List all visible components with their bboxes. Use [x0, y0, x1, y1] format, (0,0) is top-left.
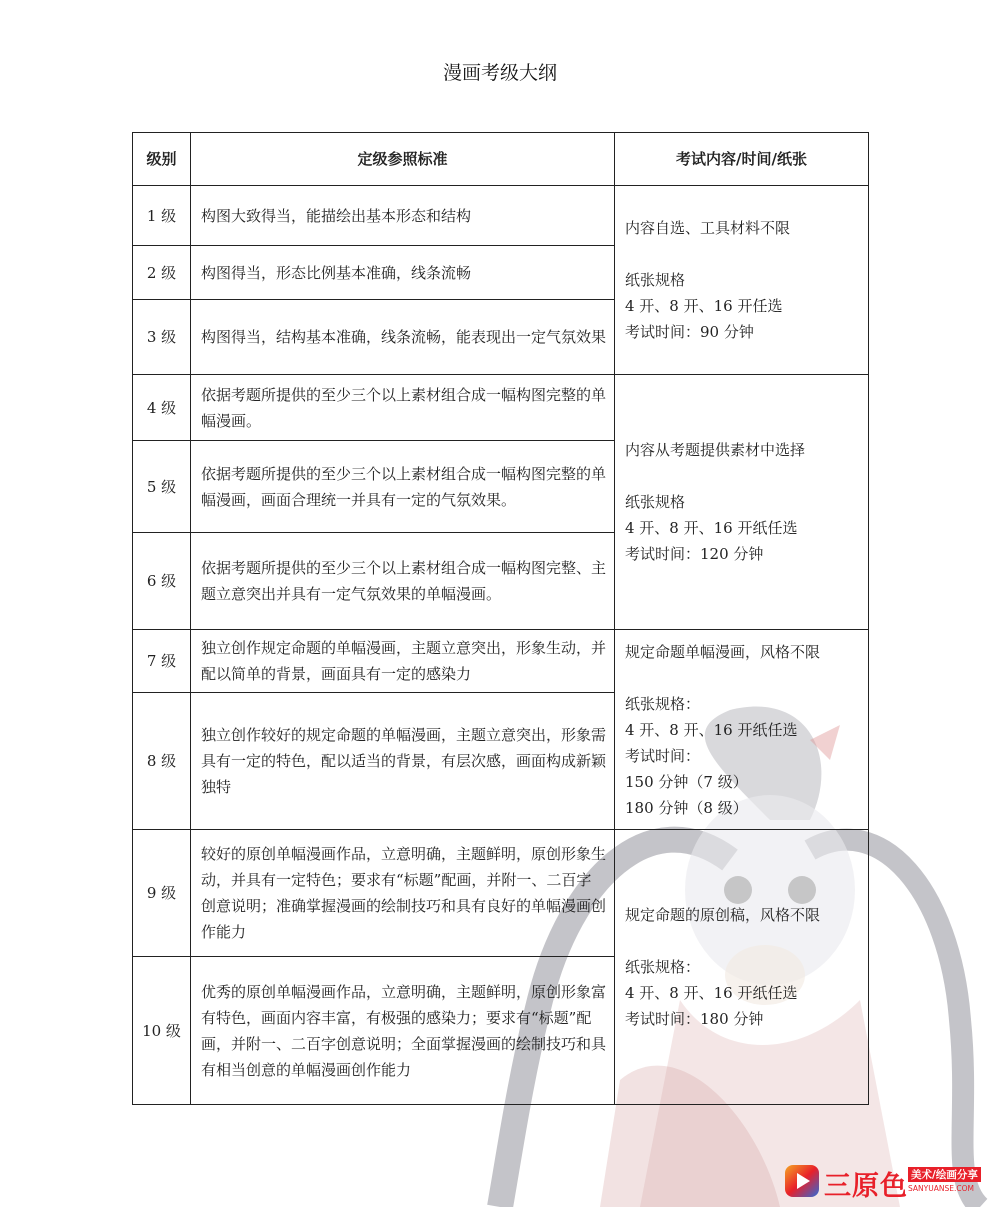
exam-paper-label: 纸张规格 [625, 493, 686, 511]
level-cell: 9 级 [133, 830, 191, 957]
exam-content: 规定命题单幅漫画，风格不限 [625, 642, 821, 661]
level-cell: 5 级 [133, 441, 191, 533]
logo-tagline: 美术/绘画分享 [908, 1167, 981, 1182]
table-row [133, 830, 869, 957]
level-cell: 7 级 [133, 630, 191, 693]
table-row [133, 630, 869, 693]
table-header-row [133, 133, 869, 186]
exam-paper-label: 纸张规格 [625, 271, 686, 289]
level-cell: 8 级 [133, 693, 191, 830]
grading-outline-table [132, 132, 869, 1105]
exam-paper-label: 纸张规格： [625, 958, 701, 976]
criteria-cell: 构图得当，结构基本准确，线条流畅，能表现出一定气氛效果 [191, 300, 615, 375]
level-cell: 3 级 [133, 300, 191, 375]
level-cell: 2 级 [133, 246, 191, 300]
logo-brand-text: 三原色 [824, 1171, 908, 1202]
exam-cell-levels-9-10 [615, 830, 869, 1105]
criteria-cell: 构图大致得当，能描绘出基本形态和结构 [191, 186, 615, 246]
level-cell: 1 级 [133, 186, 191, 246]
exam-paper-sizes: 4 开、8 开、16 开纸任选 [625, 984, 798, 1002]
exam-content: 内容从考题提供素材中选择 [625, 441, 806, 459]
exam-cell-levels-4-6 [615, 375, 869, 630]
exam-paper-label: 纸张规格： [625, 694, 701, 713]
criteria-cell: 依据考题所提供的至少三个以上素材组合成一幅构图完整、主题立意突出并具有一定气氛效果的单幅漫画。 [191, 533, 615, 630]
exam-time: 考试时间：180 分钟 [625, 1010, 764, 1028]
criteria-cell: 依据考题所提供的至少三个以上素材组合成一幅构图完整的单幅漫画。 [191, 375, 615, 441]
page-title: 漫画考级大纲 [442, 62, 557, 84]
header-level: 级别 [133, 133, 191, 186]
exam-time-level-8: 180 分钟（8 级） [625, 798, 748, 817]
exam-cell-levels-7-8 [615, 630, 869, 830]
exam-paper-sizes: 4 开、8 开、16 开任选 [625, 297, 783, 315]
exam-content: 规定命题的原创稿，风格不限 [625, 906, 821, 924]
criteria-cell: 优秀的原创单幅漫画作品，立意明确，主题鲜明，原创形象富有特色，画面内容丰富，有极强的感染力；要求有“标题”配画，并附一、二百字创意说明；全面掌握漫画的绘制技巧和具有相当创意的单幅漫画创作能力 [191, 957, 615, 1105]
exam-paper-sizes: 4 开、8 开、16 开纸任选 [625, 519, 798, 537]
level-cell: 10 级 [133, 957, 191, 1105]
table-row [133, 375, 869, 441]
criteria-cell: 构图得当，形态比例基本准确，线条流畅 [191, 246, 615, 300]
exam-time: 考试时间：90 分钟 [625, 323, 754, 341]
exam-paper-sizes: 4 开、8 开、16 开纸任选 [625, 720, 798, 739]
play-logo-icon [784, 1164, 820, 1198]
criteria-cell: 较好的原创单幅漫画作品，立意明确，主题鲜明，原创形象生动，并具有一定特色；要求有“标题”配画，并附一、二百字创意说明；准确掌握漫画的绘制技巧和具有良好的单幅漫画创作能力 [191, 830, 615, 957]
level-cell: 4 级 [133, 375, 191, 441]
site-logo [784, 1162, 990, 1200]
exam-time: 考试时间：120 分钟 [625, 545, 764, 563]
criteria-cell: 独立创作规定命题的单幅漫画，主题立意突出，形象生动，并配以简单的背景，画面具有一定的感染力 [191, 630, 615, 693]
header-exam: 考试内容/时间/纸张 [615, 133, 869, 186]
exam-content: 内容自选、工具材料不限 [625, 219, 791, 237]
table-row [133, 186, 869, 246]
logo-url: SANYUANSE.COM [908, 1184, 974, 1193]
exam-time-level-7: 150 分钟（7 级） [625, 772, 748, 791]
header-criteria: 定级参照标准 [191, 133, 615, 186]
criteria-cell: 独立创作较好的规定命题的单幅漫画，主题立意突出，形象需具有一定的特色，配以适当的背景，有层次感，画面构成新颖独特 [191, 693, 615, 830]
exam-cell-levels-1-3 [615, 186, 869, 375]
exam-time: 考试时间： [625, 746, 701, 765]
level-cell: 6 级 [133, 533, 191, 630]
criteria-cell: 依据考题所提供的至少三个以上素材组合成一幅构图完整的单幅漫画，画面合理统一并具有一定的气氛效果。 [191, 441, 615, 533]
